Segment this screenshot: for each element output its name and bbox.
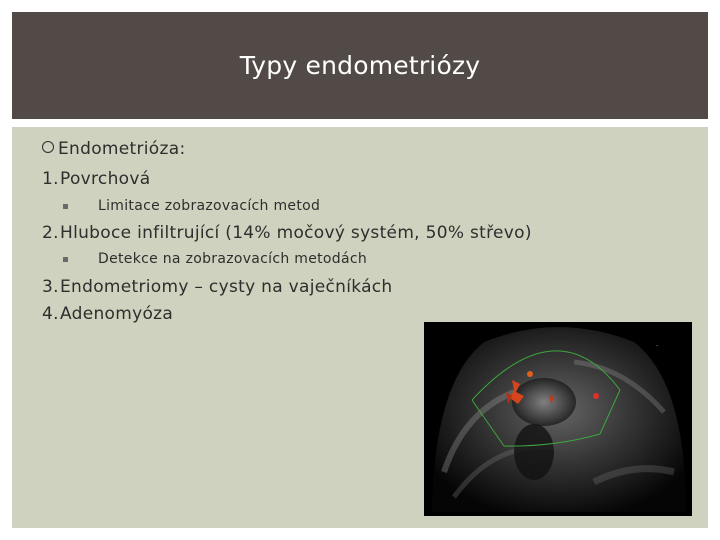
intro-text: Endometrióza:	[58, 139, 186, 159]
sub-text: Detekce na zobrazovacích metodách	[98, 251, 368, 267]
list-number: 2.	[42, 223, 59, 243]
list-number: 3.	[42, 277, 59, 297]
list-text: Povrchová	[60, 169, 151, 189]
list-item-3	[42, 277, 393, 297]
sub-item-1	[98, 198, 320, 214]
list-text: Adenomyóza	[60, 304, 174, 324]
list-text: Hluboce infiltrující (14% močový systém, 50% střevo)	[60, 223, 532, 243]
intro-line	[42, 139, 185, 159]
slide-title: Typy endometriózy	[239, 51, 481, 80]
circle-bullet-icon	[42, 141, 54, 153]
ultrasound-doppler-image	[424, 322, 692, 516]
list-item-4	[42, 304, 173, 324]
sub-text: Limitace zobrazovacích metod	[98, 198, 321, 214]
list-text: Endometriomy – cysty na vaječníkách	[60, 277, 393, 297]
list-item-1	[42, 169, 150, 189]
square-bullet-icon	[63, 257, 68, 262]
svg-text:.: .	[656, 340, 659, 348]
list-number: 4.	[42, 304, 59, 324]
title-bar	[12, 12, 708, 119]
square-bullet-icon	[63, 204, 68, 209]
list-item-2	[42, 223, 532, 243]
sub-item-2	[98, 251, 367, 267]
list-number: 1.	[42, 169, 59, 189]
